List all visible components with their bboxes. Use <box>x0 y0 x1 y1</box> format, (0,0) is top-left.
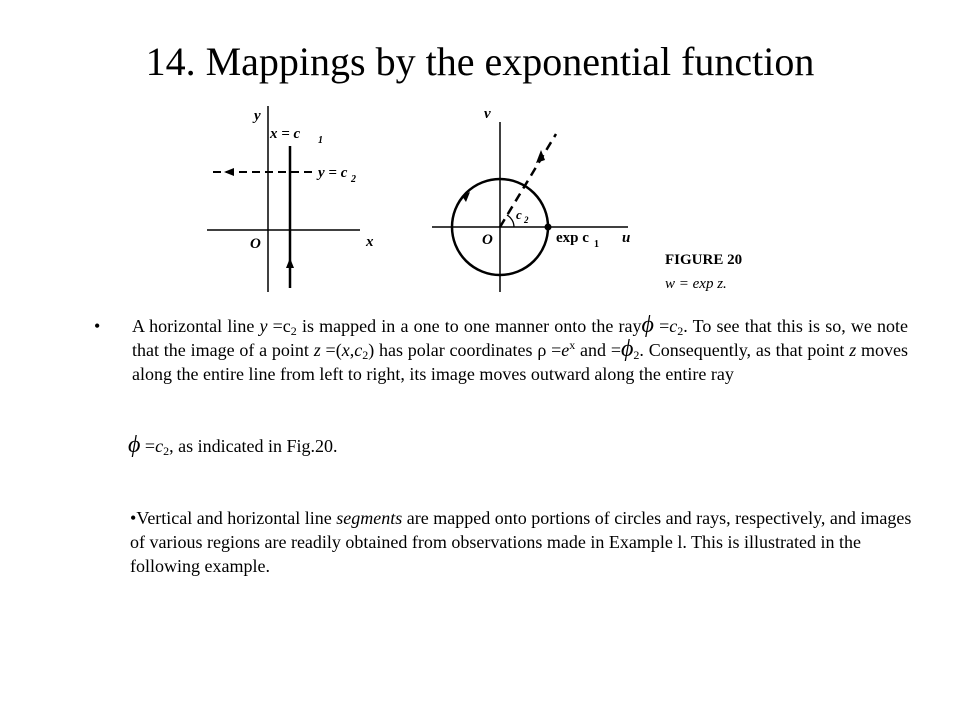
paragraph1: A horizontal line $y =c_2$ is mapped in a one to one manner onto the $ray\phi =c_2$. To see that this is so, we note that the image of a point $z =(x,c_2)$ has polar coordinates $\rho =e^x$ and $=\phi_2$. Consequently, as that point z moves along the entire line from left to right, its image moves outward along the entire ray <box>132 312 909 384</box>
phi-symbol: ϕ <box>128 432 141 458</box>
z-x-label: x <box>366 234 374 250</box>
z-vertical-line-label: x = c <box>270 126 301 142</box>
w-v-label: v <box>484 106 491 122</box>
w-angle-sub: 2 <box>524 215 529 225</box>
w-angle-label: c <box>516 207 522 222</box>
w-u-label: u <box>622 230 631 246</box>
figure-caption-equation: w = exp z. <box>665 276 727 292</box>
z-y-label: y <box>254 108 261 124</box>
w-angle-arc <box>507 215 514 227</box>
slide-title: 14. Mappings by the exponential function <box>145 39 815 84</box>
z-vertical-line-sub: 1 <box>318 135 323 146</box>
paragraph1-last-line: $\phi =c_2$, as indicated in Fig.20. <box>128 432 338 458</box>
z-horizontal-line-label: y = c <box>318 165 348 181</box>
w-radius-sub: 1 <box>594 239 599 250</box>
figure-20 <box>0 0 960 300</box>
z-horizontal-line-sub: 2 <box>351 174 356 185</box>
z-origin-label: O <box>250 236 261 252</box>
w-plane-diagram <box>432 122 631 292</box>
w-radius-label: exp c <box>556 230 589 246</box>
w-radius-point <box>545 224 552 231</box>
w-origin-label: O <box>482 232 493 248</box>
z-vertical-line-arrow <box>286 258 294 268</box>
paragraph2: •Vertical and horizontal line segments are mapped onto portions of circles and rays, respectively, and images of various regions are readily obtained from observations made in Example l. This is illustrated in the following example. <box>130 508 912 576</box>
phi-symbol: ϕ <box>621 336 634 362</box>
phi-symbol: ϕ <box>641 312 654 338</box>
paragraph1-bullet: • <box>94 316 101 336</box>
z-horizontal-line-arrow <box>224 168 234 176</box>
figure-caption-title: FIGURE 20 <box>665 252 743 268</box>
